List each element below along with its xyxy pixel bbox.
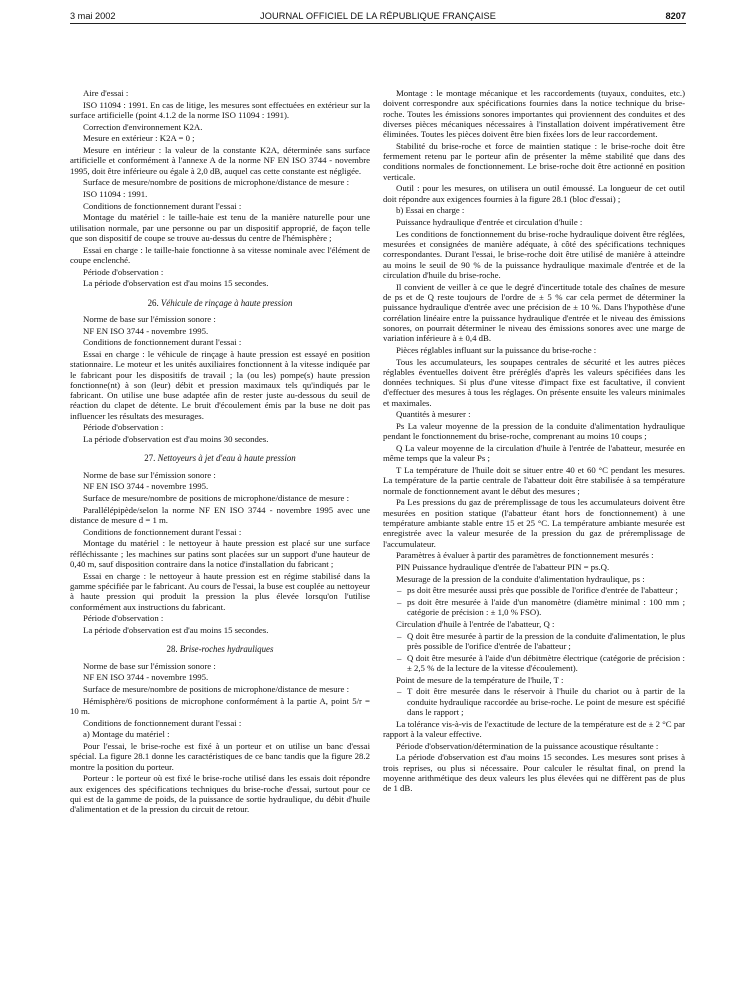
paragraph: La période d'observation est d'au moins 15 secondes. Les mesures sont prises à trois reprises, ou plus si nécessaire. Pour calculer le résultat final, on prend la moyenne arithmétique des deux valeurs les plus élevées qui ne diffèrent pas de plus de 1 dB. [383, 752, 685, 794]
paragraph: Pa Les pressions du gaz de préremplissage de tous les accumulateurs doivent être mesurées en position statique (l'abatteur étant hors de fonctionnement) à une température ambiante stable entre 15 et 25 °C. La température ambiante mesurée est enregistrée avec la valeur mesurée de la pression du gaz de préremplissage de l'accumulateur. [383, 497, 685, 549]
paragraph: Mesurage de la pression de la conduite d'alimentation hydraulique, ps : [396, 573, 645, 584]
list-item-text: ps doit être mesurée à l'aide d'un manomètre (diamètre minimal : 100 mm ; catégorie de précision : ± 1,0 % FSO). [407, 596, 685, 618]
paragraph: Paramètres à évaluer à partir des paramètres de fonctionnement mesurés : [396, 550, 654, 561]
paragraph: Puissance hydraulique d'entrée et circulation d'huile : [396, 217, 583, 228]
paragraph: La période d'observation est d'au moins 15 secondes. [83, 625, 269, 636]
paragraph: Surface de mesure/nombre de positions de microphone/distance de mesure : [83, 177, 350, 188]
paragraph: Surface de mesure/nombre de positions de microphone/distance de mesure : [83, 493, 350, 504]
dash-marker: – [397, 652, 402, 663]
paragraph: La période d'observation est d'au moins 30 secondes. [83, 434, 269, 445]
paragraph: a) Montage du matériel : [83, 729, 170, 740]
paragraph: Montage du matériel : le taille-haie est tenu de la manière naturelle pour une utilisation normale, par une personne ou par un dispositif approprié, de façon telle que son dispositif de coupe se trouve au-dessus du centre de l'hémisphère ; [70, 212, 370, 243]
paragraph: Conditions de fonctionnement durant l'essai : [83, 200, 242, 211]
paragraph: Ps La valeur moyenne de la pression de la conduite d'alimentation hydraulique pendant le fonctionnement du brise-roche, comprenant au moins 10 coups ; [383, 421, 685, 442]
paragraph: Essai en charge : le nettoyeur à haute pression est en régime stabilisé dans la gamme spécifiée par le fabricant. Au cours de l'essai, la buse est couplée au nettoyeur à haute pression qui produit la pression la plus élevée lorsqu'on l'utilise conformément aux instructions du fabricant. [70, 570, 370, 612]
paragraph: Pour l'essai, le brise-roche est fixé à un porteur et on utilise un banc d'essai spécial. La figure 28.1 donne les caractéristiques de ce banc tandis que la figure 28.2 montre la position du porteur. [70, 741, 370, 772]
paragraph: Les conditions de fonctionnement du brise-roche hydraulique doivent être réglées, mesurées et consignées de manière adéquate, à côté des spécifications techniques correspondantes. Durant l'essai, le brise-roche doit être utilisé de manière à atteindre au moins le seuil de 90 % de la puissance hydraulique maximale d'entrée et de la circulation d'huile du brise-roche. [383, 228, 685, 280]
paragraph: Période d'observation : [83, 266, 164, 277]
header-rule [70, 23, 686, 24]
paragraph: Montage : le montage mécanique et les raccordements (tuyaux, conduites, etc.) doivent correspondre aux spécifications fournies dans la notice technique du brise-roche. Toutes les émissions sonores importantes qui proviennent des conduites et des diverses pièces mécaniques nécessaires à l'installation doivent impérativement être éliminées. Toutes les pièces doivent être bien fixées lors de leur raccordement. [383, 88, 685, 140]
paragraph: La période d'observation est d'au moins 15 secondes. [83, 278, 269, 289]
paragraph: Conditions de fonctionnement durant l'essai : [83, 337, 242, 348]
paragraph: Conditions de fonctionnement durant l'essai : [83, 717, 242, 728]
dash-marker: – [397, 596, 402, 607]
right-column [383, 88, 685, 795]
section-number: 28. [166, 644, 178, 655]
header-journal-title: JOURNAL OFFICIEL DE LA RÉPUBLIQUE FRANÇAISE [260, 11, 496, 21]
paragraph: Norme de base sur l'émission sonore : [83, 469, 216, 480]
paragraph: T La température de l'huile doit se situer entre 40 et 60 °C pendant les mesures. La température de la partie centrale de l'abatteur doit être stabilisée à sa température normale de fonctionnement avant le début des mesures ; [383, 465, 685, 496]
paragraph: NF EN ISO 3744 - novembre 1995. [83, 325, 209, 336]
paragraph: Circulation d'huile à l'entrée de l'abatteur, Q : [396, 618, 555, 629]
paragraph: Tous les accumulateurs, les soupapes centrales de sécurité et les autres pièces réglables éventuelles doivent être préréglés d'après les valeurs spécifiées dans les données techniques. Si plus d'une vitesse d'impact fixe est facultative, il convient d'effectuer des mesures à tous les réglages. On présente ensuite les valeurs minimales et maximales. [383, 356, 685, 408]
header-page-number: 8207 [665, 11, 686, 21]
paragraph: Période d'observation : [83, 422, 164, 433]
list-item-text: T doit être mesurée dans le réservoir à l'huile du chariot ou à partir de la conduite hydraulique raccordée au brise-roche. Le point de mesure est spécifié dans le rapport ; [407, 686, 685, 717]
paragraph: b) Essai en charge : [396, 205, 465, 216]
dash-marker: – [397, 686, 402, 697]
list-item-text: ps doit être mesurée aussi près que possible de l'orifice d'entrée de l'abatteur ; [407, 585, 678, 596]
paragraph: Parallélépipède/selon la norme NF EN ISO 3744 - novembre 1995 avec une distance de mesure d = 1 m. [70, 504, 370, 526]
paragraph: Q La valeur moyenne de la circulation d'huile à l'entrée de l'abatteur, mesurée en même temps que la valeur Ps ; [383, 443, 685, 464]
paragraph: PIN Puissance hydraulique d'entrée de l'abatteur PIN = ps.Q. [396, 561, 610, 572]
paragraph: NF EN ISO 3744 - novembre 1995. [83, 672, 209, 683]
paragraph: NF EN ISO 3744 - novembre 1995. [83, 481, 209, 492]
dash-list-item [383, 653, 685, 674]
section-heading [70, 453, 370, 463]
paragraph: Mesure en extérieur : K2A = 0 ; [83, 133, 195, 144]
paragraph: La tolérance vis-à-vis de l'exactitude de lecture de la température est de ± 2 °C par rapport à la valeur effective. [383, 718, 685, 739]
section-title: Véhicule de rinçage à haute pression [160, 297, 293, 308]
paragraph: ISO 11094 : 1991. [83, 189, 148, 200]
header-date: 3 mai 2002 [70, 11, 116, 21]
section-number: 27. [144, 453, 156, 464]
paragraph: Essai en charge : le taille-haie fonctionne à sa vitesse nominale avec l'élément de coupe enclenché. [70, 244, 370, 265]
paragraph: Norme de base sur l'émission sonore : [83, 660, 216, 671]
paragraph: Montage du matériel : le nettoyeur à haute pression est placé sur une surface réfléchissante ; les machines sur patins sont placées sur un support d'une hauteur de 0,40 m, sauf disposition contraire dans la notice d'installation du fabricant ; [70, 538, 370, 570]
page-header [70, 8, 686, 24]
paragraph: Il convient de veiller à ce que le degré d'incertitude totale des chaînes de mesure de ps et de Q reste toujours de l'ordre de ± 5 % car cela permet de déterminer la puissance hydraulique d'entrée avec une précision de ± 10 %. Dans l'hypothèse d'une corrélation linéaire entre la puissance hydraulique d'entrée et le niveau des émissions sonores, on pourrait déterminer le niveau des émissions sonores avec une marge de variation inférieure à ± 0,4 dB. [383, 281, 685, 344]
paragraph: Essai en charge : le véhicule de rinçage à haute pression est essayé en position stationnaire. Le moteur et les unités auxiliaires fonctionnent à la vitesse indiquée par le fabricant pour les dispositifs de travail ; la (ou les) pompe(s) haute pression fonctionne(nt) à son (leur) débit et pression maximaux tels qu'indiqués par le fabricant. On utilise une buse adaptée afin de rester juste au-dessous du seuil de réaction du clapet de détente. Le bruit d'écoulement émis par la buse ne doit pas influencer les résultats des mesurages. [70, 349, 370, 421]
paragraph: Norme de base sur l'émission sonore : [83, 313, 216, 324]
dash-marker: – [397, 630, 402, 641]
list-item-text: Q doit être mesurée à l'aide d'un débitmètre électrique (catégorie de précision : ± 2,5 % de la lecture de la vitesse d'écoulement). [407, 652, 685, 673]
section-title: Nettoyeurs à jet d'eau à haute pression [157, 453, 296, 464]
left-column [70, 88, 370, 816]
section-number: 26. [147, 297, 159, 308]
dash-list-item [383, 686, 685, 717]
dash-list-item [383, 597, 685, 618]
paragraph: Période d'observation : [83, 613, 164, 624]
paragraph: Aire d'essai : [83, 88, 129, 98]
paragraph: Point de mesure de la température de l'huile, T : [396, 674, 564, 685]
list-item-text: Q doit être mesurée à partir de la pression de la conduite d'alimentation, le plus près possible de l'orifice d'entrée de l'abatteur ; [407, 630, 685, 651]
paragraph: Quantités à mesurer : [396, 409, 471, 420]
section-heading [70, 644, 370, 654]
paragraph: Conditions de fonctionnement durant l'essai : [83, 526, 242, 537]
paragraph: Surface de mesure/nombre de positions de microphone/distance de mesure : [83, 684, 350, 694]
paragraph: Hémisphère/6 positions de microphone conformément à la partie A, point 5/r = 10 m. [70, 695, 370, 716]
section-heading [70, 298, 370, 308]
paragraph: Pièces réglables influant sur la puissance du brise-roche : [396, 344, 597, 355]
paragraph: Mesure en intérieur : la valeur de la constante K2A, déterminée sans surface artificielle et conformément à l'annexe A de la norme NF EN ISO 3744 - novembre 1995, doit être inférieure ou égale à 2,0 dB, auquel cas cette constante est négligée. [70, 145, 370, 176]
paragraph: Période d'observation/détermination de la puissance acoustique résultante : [396, 740, 659, 751]
paragraph: Correction d'environnement K2A. [83, 121, 203, 132]
dash-marker: – [397, 585, 402, 596]
dash-list-item [383, 585, 685, 595]
paragraph: Outil : pour les mesures, on utilisera un outil émoussé. La longueur de cet outil doit répondre aux exigences fournies à la figure 28.1 (bloc d'essai) ; [383, 183, 685, 204]
paragraph: ISO 11094 : 1991. En cas de litige, les mesures sont effectuées en extérieur sur la surface artificielle (point 4.1.2 de la norme ISO 11094 : 1991). [70, 99, 370, 120]
section-title: Brise-roches hydrauliques [179, 644, 274, 655]
paragraph: Porteur : le porteur où est fixé le brise-roche utilisé dans les essais doit répondre aux exigences des spécifications techniques du brise-roche d'essai, surtout pour ce qui est de la gamme de poids, de la puissance de sortie hydraulique, du débit d'huile d'alimentation et de la pression du circuit de retour. [70, 773, 370, 815]
paragraph: Stabilité du brise-roche et force de maintien statique : le brise-roche doit être fermement retenu par le porteur afin de présenter la même stabilité que dans des conditions normales de fonctionnement. Le brise-roche doit être actionné en position verticale. [383, 140, 685, 182]
dash-list-item [383, 631, 685, 652]
